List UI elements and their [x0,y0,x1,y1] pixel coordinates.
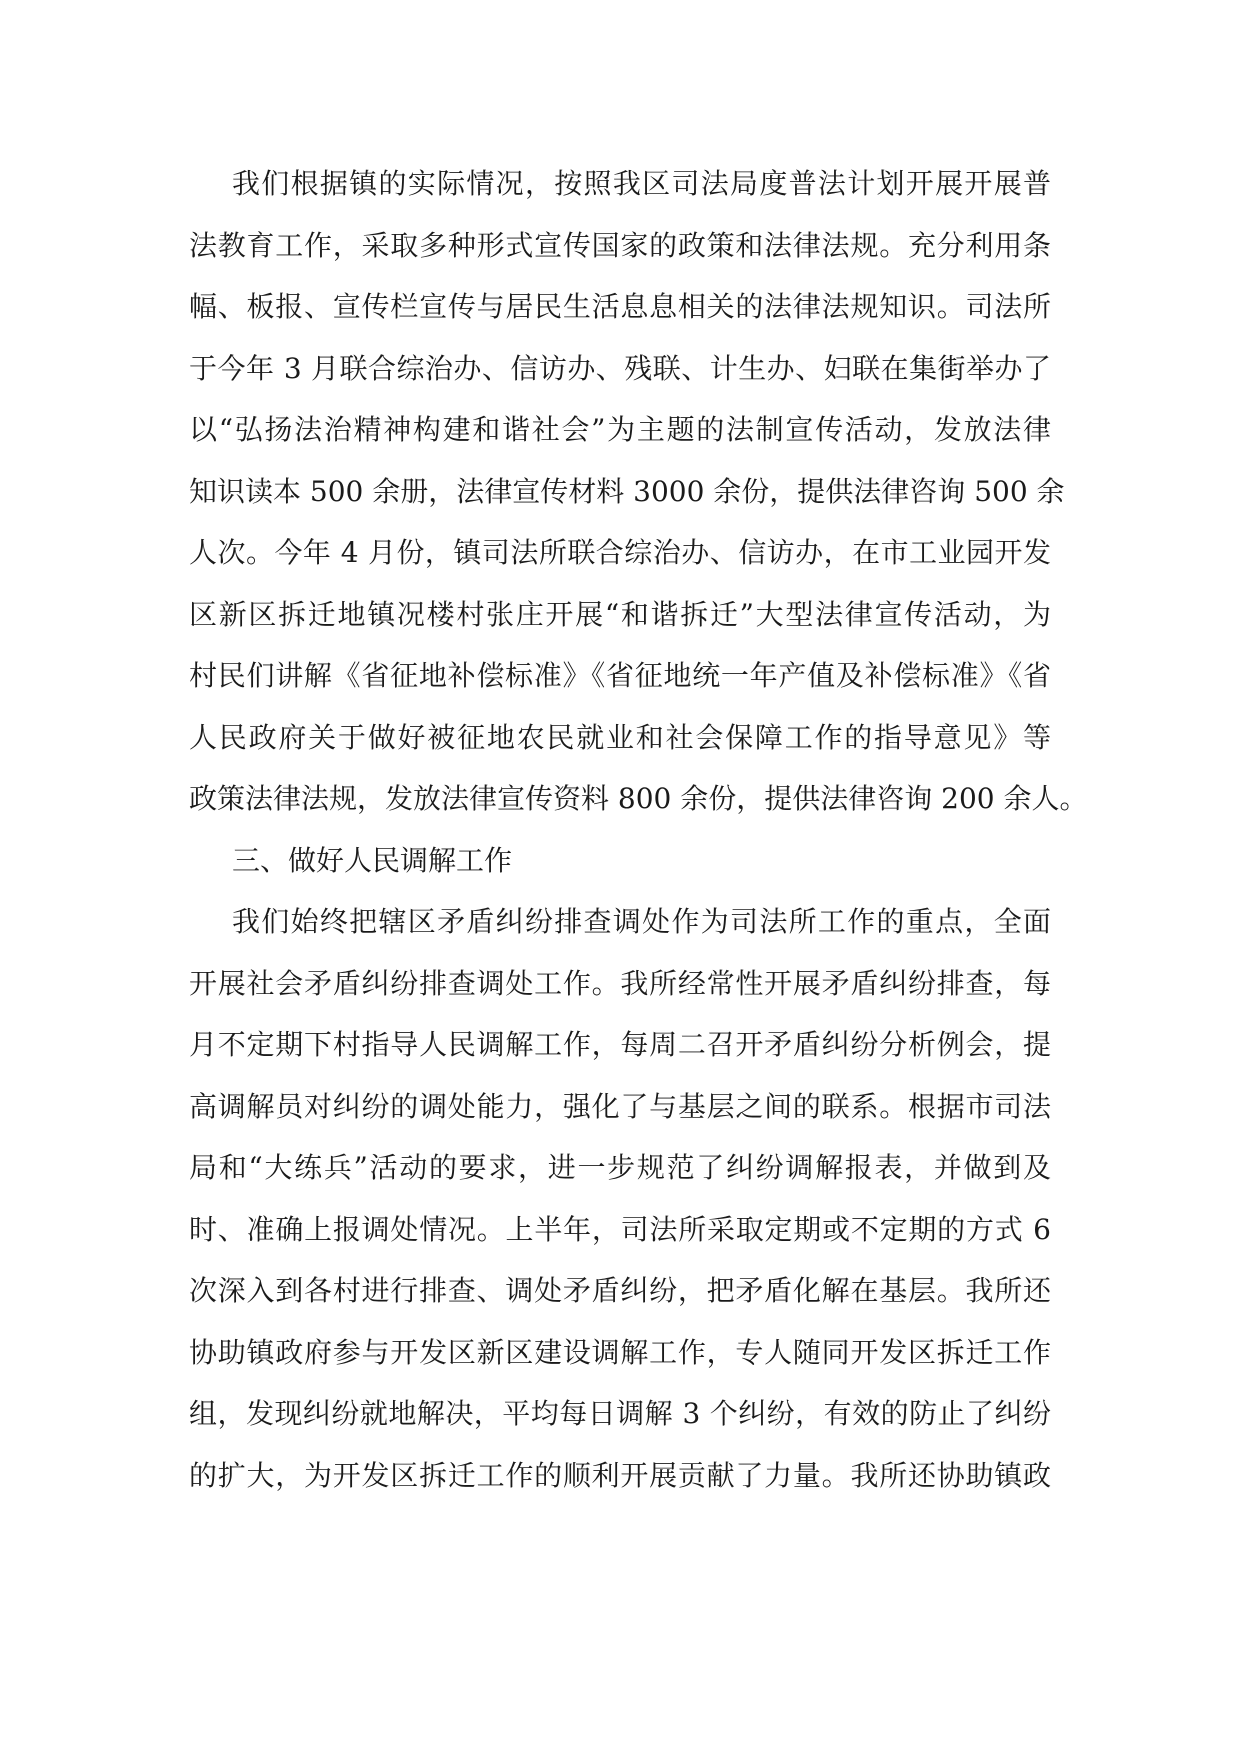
text-line: 开展社会矛盾纠纷排查调处工作。我所经常性开展矛盾纠纷排查，每 [189,966,1051,1000]
text-line: 幅、板报、宣传栏宣传与居民生活息息相关的法律法规知识。司法所 [189,290,1051,323]
text-line: 时、准确上报调处情况。上半年，司法所采取定期或不定期的方式 6 [189,1212,1051,1246]
text-line: 高调解员对纠纷的调处能力，强化了与基层之间的联系。根据市司法 [189,1089,1051,1123]
text-line: 局和“大练兵”活动的要求，进一步规范了纠纷调解报表，并做到及 [189,1151,1051,1184]
text-line: 村民们讲解《省征地补偿标准》《省征地统一年产值及补偿标准》《省 [189,659,1051,692]
text-line: 次深入到各村进行排查、调处矛盾纠纷，把矛盾化解在基层。我所还 [189,1274,1051,1307]
text-line: 的扩大，为开发区拆迁工作的顺利开展贡献了力量。我所还协助镇政 [189,1458,1051,1492]
text-line: 知识读本 500 余册，法律宣传材料 3000 余份，提供法律咨询 500 余 [189,474,1065,508]
text-line: 月不定期下村指导人民调解工作，每周二召开矛盾纠纷分析例会，提 [189,1028,1051,1061]
text-line: 组，发现纠纷就地解决，平均每日调解 3 个纠纷，有效的防止了纠纷 [189,1397,1051,1430]
text-line: 区新区拆迁地镇况楼村张庄开展“和谐拆迁”大型法律宣传活动，为 [189,597,1051,631]
text-line: 于今年 3 月联合综治办、信访办、残联、计生办、妇联在集街举办了 [189,351,1051,385]
section-heading: 三、做好人民调解工作 [232,843,513,877]
text-line: 政策法律法规，发放法律宣传资料 800 余份，提供法律咨询 200 余人。 [189,782,1088,815]
text-line: 法教育工作，采取多种形式宣传国家的政策和法律法规。充分利用条 [189,228,1051,262]
text-line: 以“弘扬法治精神构建和谐社会”为主题的法制宣传活动，发放法律 [189,413,1051,446]
document-body [189,153,1088,1506]
text-line: 人民政府关于做好被征地农民就业和社会保障工作的指导意见》等 [189,720,1051,754]
text-line: 协助镇政府参与开发区新区建设调解工作，专人随同开发区拆迁工作 [189,1335,1051,1369]
text-line: 人次。今年 4 月份，镇司法所联合综治办、信访办，在市工业园开发 [189,536,1051,569]
text-line: 我们始终把辖区矛盾纠纷排查调处作为司法所工作的重点，全面 [232,905,1051,938]
text-line: 我们根据镇的实际情况，按照我区司法局度普法计划开展开展普 [232,167,1051,200]
